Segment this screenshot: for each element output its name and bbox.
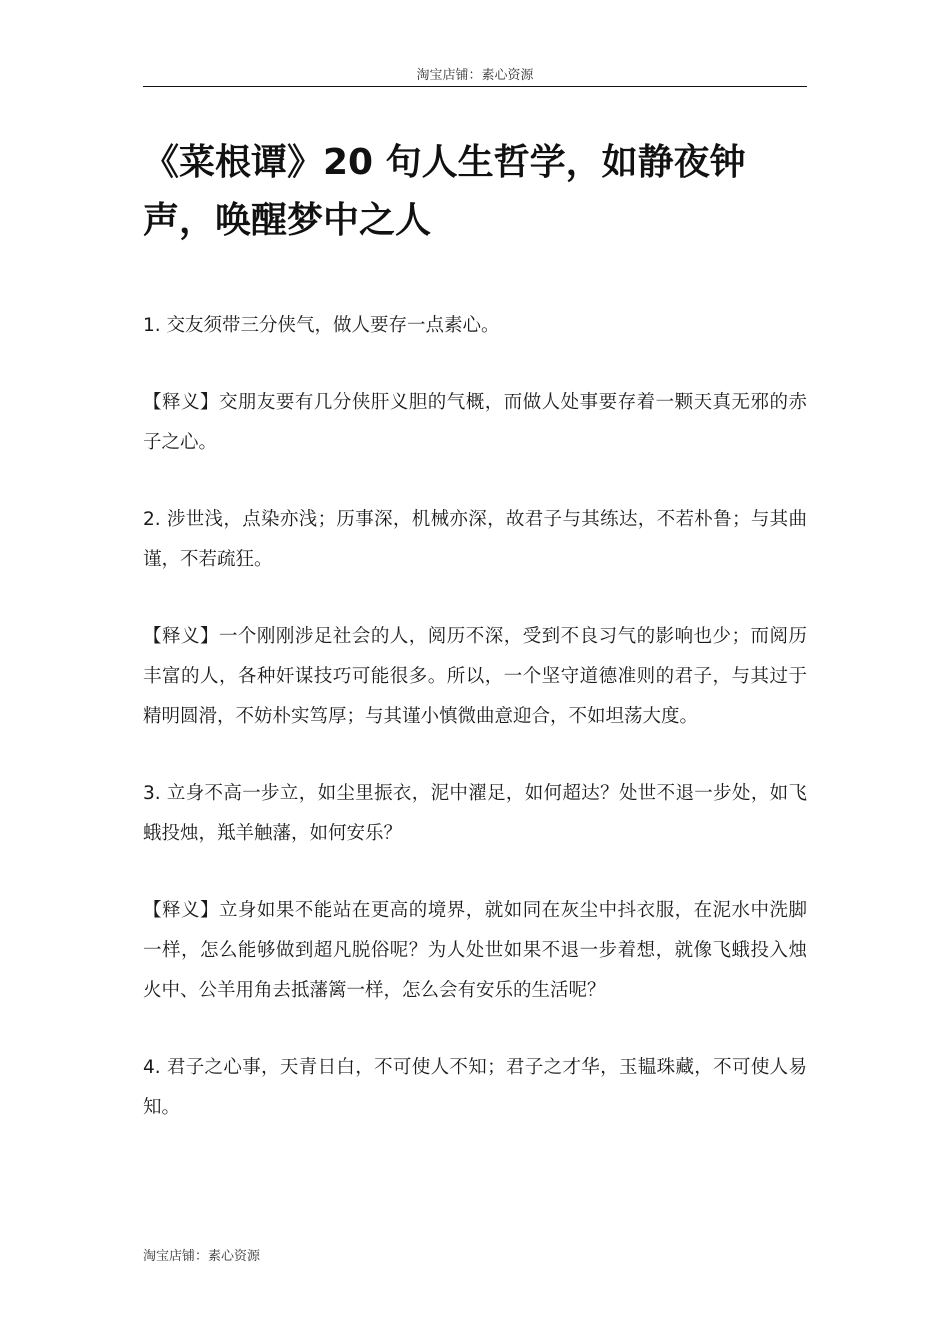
header-divider <box>143 86 807 87</box>
article-body <box>143 306 807 1165</box>
quote-paragraph-1: 1. 交友须带三分侠气，做人要存一点素心。 <box>143 315 500 336</box>
page-footer: 淘宝店铺：素心资源 <box>143 1249 261 1264</box>
quote-paragraph-3: 3. 立身不高一步立，如尘里振衣，泥中濯足，如何超达？处世不退一步处，如飞蛾投烛，羝羊触藩，如何安乐？ <box>143 783 807 844</box>
article-title: 《菜根谭》20 句人生哲学，如静夜钟声，唤醒梦中之人 <box>143 142 746 241</box>
explanation-paragraph-3: 【释义】立身如果不能站在更高的境界，就如同在灰尘中抖衣服，在泥水中洗脚一样，怎么能够做到超凡脱俗呢？为人处世如果不退一步着想，就像飞蛾投入烛火中、公羊用角去抵藩篱一样，怎么会有安乐的生活呢？ <box>143 900 807 1001</box>
page-header: 淘宝店铺：素心资源 <box>416 68 534 83</box>
explanation-paragraph-1: 【释义】交朋友要有几分侠肝义胆的气概，而做人处事要存着一颗天真无邪的赤子之心。 <box>143 392 807 453</box>
explanation-paragraph-2: 【释义】一个刚刚涉足社会的人，阅历不深，受到不良习气的影响也少；而阅历丰富的人，各种奸谋技巧可能很多。所以，一个坚守道德准则的君子，与其过于精明圆滑，不妨朴实笃厚；与其谨小慎微曲意迎合，不如坦荡大度。 <box>143 626 807 727</box>
quote-paragraph-2: 2. 涉世浅，点染亦浅；历事深，机械亦深，故君子与其练达，不若朴鲁；与其曲谨，不若疏狂。 <box>143 509 807 570</box>
quote-paragraph-4: 4. 君子之心事，天青日白，不可使人不知；君子之才华，玉韫珠藏，不可使人易知。 <box>143 1057 807 1118</box>
